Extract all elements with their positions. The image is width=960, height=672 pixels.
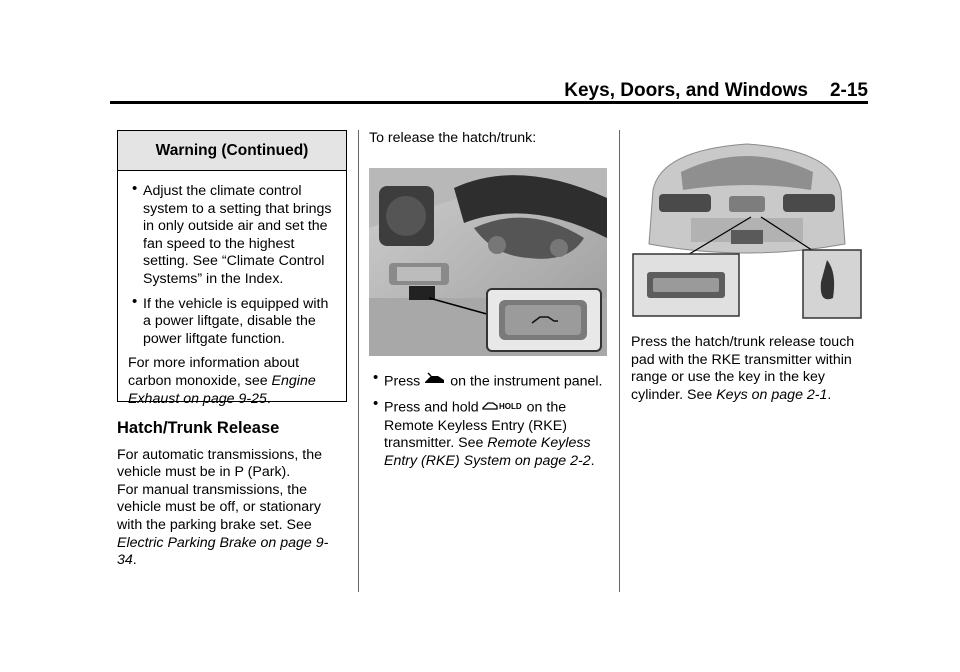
section-title: Hatch/Trunk Release [117,419,280,437]
touch-pad-suffix: . [827,386,832,403]
header-text [564,80,868,102]
press-rest: on the instrument panel. [450,373,603,390]
press-hold-rest: on the Remote Keyless Entry (RKE) transmitter. See [384,399,567,452]
release-intro: To release the hatch/trunk: [369,130,537,146]
warning-after-suffix: . [266,390,271,407]
warning-bullet-1: • Adjust the climate control system to a setting that brings in only outside air and set the fan speed to the highest setting. See “Climate Control Systems” in the Index. [128,183,336,289]
rear-vehicle-figure [631,132,863,320]
column-divider-1 [358,130,359,592]
press-label: Press [384,373,421,390]
page-number: 2-15 [829,80,868,101]
column-2 [369,130,609,478]
instrument-panel-figure [369,168,607,356]
parking-brake-link[interactable]: Electric Parking Brake on page 9-34 [117,534,329,569]
press-hold-label: Press and hold [384,399,479,416]
section-para-2 [117,482,347,570]
touch-pad-body: Press the hatch/trunk release touch pad with the RKE transmitter within range or use the key in the key cylinder. See [631,334,855,403]
header-rule [110,101,868,104]
warning-body [118,171,346,408]
press-hold-suffix: . [590,452,595,469]
trunk-release-icon [423,372,447,392]
instrument-panel-illustration [369,168,607,356]
section-para-2-suffix: . [132,552,137,569]
press-hold-bullet [369,398,609,470]
keys-link[interactable]: Keys on page 2-1 [716,386,828,403]
column-1 [117,130,347,570]
warning-after-text: For more information about carbon monoxide, see [128,355,300,389]
column-divider-2 [619,130,620,592]
section-para-2-text: For manual transmissions, the vehicle must be off, or stationary with the parking brake set. See [117,481,321,533]
warning-after [128,355,336,408]
header-title: Keys, Doors, and Windows [564,80,808,101]
trunk-hold-icon [482,398,524,418]
warning-box [117,130,347,407]
page-header [110,80,868,102]
warning-title: Warning (Continued) [118,131,346,171]
hold-label: HOLD [498,402,522,412]
rke-system-link[interactable]: Remote Keyless Entry (RKE) System on page 2-2 [384,435,591,469]
section-para-1: For automatic transmissions, the vehicle must be in P (Park). [117,446,323,481]
touch-pad-text [631,334,867,404]
engine-exhaust-link[interactable]: Engine Exhaust on page 9-25 [128,372,316,407]
rear-vehicle-illustration [631,132,863,320]
column-3 [631,130,867,404]
press-bullet [369,372,609,392]
warning-bullet-2: • If the vehicle is equipped with a power liftgate, disable the power liftgate function. [128,296,336,349]
